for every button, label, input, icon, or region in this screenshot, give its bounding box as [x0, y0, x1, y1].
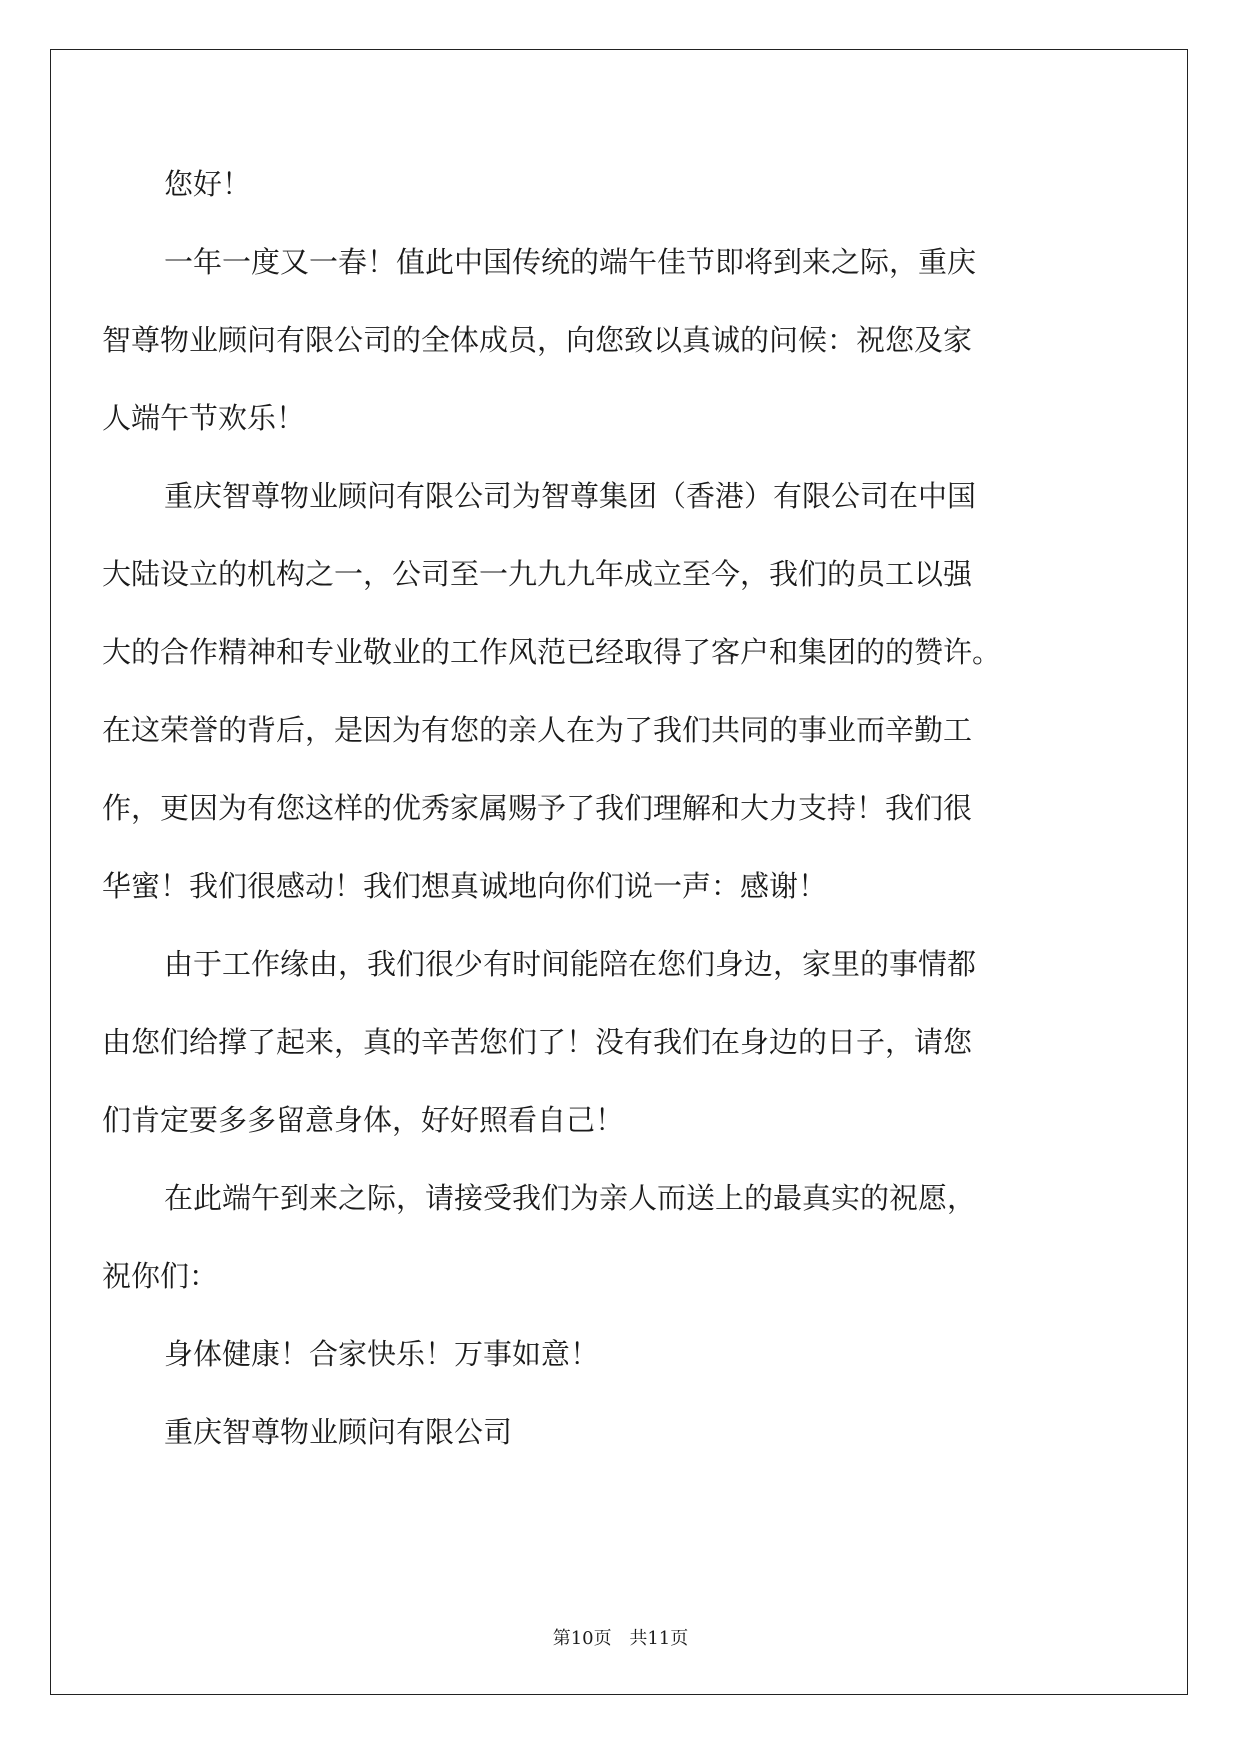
page-footer [0, 1624, 1241, 1650]
text-line: 重庆智尊物业顾问有限公司为智尊集团（香港）有限公司在中国 [164, 479, 977, 513]
text-line: 祝你们： [102, 1259, 219, 1293]
text-line: 在此端午到来之际，请接受我们为亲人而送上的最真实的祝愿， [164, 1181, 977, 1215]
page-total: 共11页 [629, 1628, 689, 1649]
text-line: 由您们给撑了起来，真的辛苦您们了！没有我们在身边的日子，请您 [102, 1025, 973, 1059]
text-line: 大的合作精神和专业敬业的工作风范已经取得了客户和集团的的赞许。 [102, 635, 1002, 669]
text-line: 在这荣誉的背后，是因为有您的亲人在为了我们共同的事业而辛勤工 [102, 713, 973, 747]
text-line: 们肯定要多多留意身体，好好照看自己！ [102, 1103, 625, 1137]
letter-body [102, 145, 1087, 1471]
text-line: 大陆设立的机构之一，公司至一九九九年成立至今，我们的员工以强 [102, 557, 973, 591]
text-line: 由于工作缘由，我们很少有时间能陪在您们身边，家里的事情都 [164, 947, 977, 981]
signature-line: 重庆智尊物业顾问有限公司 [164, 1415, 513, 1449]
text-line: 您好！ [164, 167, 252, 201]
text-line: 一年一度又一春！值此中国传统的端午佳节即将到来之际，重庆 [164, 245, 977, 279]
page-number: 第10页 [552, 1628, 612, 1649]
text-line: 作，更因为有您这样的优秀家属赐予了我们理解和大力支持！我们很 [102, 791, 973, 825]
text-line: 人端午节欢乐！ [102, 401, 306, 435]
text-line: 华蜜！我们很感动！我们想真诚地向你们说一声：感谢！ [102, 869, 828, 903]
text-line: 身体健康！合家快乐！万事如意！ [164, 1337, 600, 1371]
text-line: 智尊物业顾问有限公司的全体成员，向您致以真诚的问候：祝您及家 [102, 323, 973, 357]
